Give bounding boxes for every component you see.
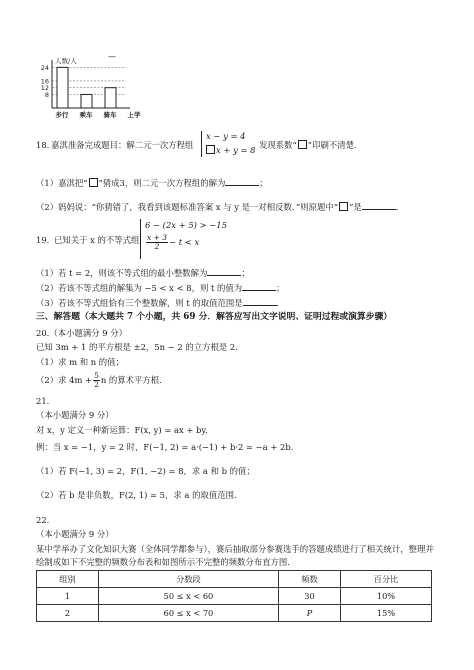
- q21-definition: 对 x，y 定义一种新运算：F(x, y) = ax + by.: [36, 425, 208, 435]
- q22-number: 22.: [36, 515, 50, 525]
- q18-equation-2: x + y = 8: [205, 145, 255, 156]
- table-cell: 2: [37, 605, 99, 622]
- table-cell: 1: [37, 588, 99, 605]
- y-tick-label: 8: [44, 90, 49, 99]
- bar: [105, 88, 116, 108]
- x-tick-label: 骑车: [103, 111, 117, 119]
- q19-system-brace: [140, 219, 141, 259]
- q19-stem: 已知关于 x 的不等式组: [54, 235, 140, 245]
- q18-stem: 嘉淇准备完成题目：解二元一次方程组: [51, 140, 194, 150]
- q18-equation-1: x − y = 4: [206, 131, 246, 141]
- answer-blank[interactable]: [362, 200, 396, 210]
- answer-blank[interactable]: [242, 281, 276, 291]
- blurred-coefficient-box: [89, 178, 98, 187]
- q21-part-2: （2）若 b 是非负数，F(2, 1) = 5，求 a 的取值范围.: [36, 490, 237, 500]
- q19-inequality-1: 6 − (2x + 5) > −15: [145, 220, 227, 230]
- table-header-cell: 组别: [37, 571, 99, 588]
- fraction: $\frac{5}{2}$: [94, 371, 99, 389]
- q20-header: 20.（本小题满分 9 分）: [36, 328, 127, 338]
- blurred-coefficient-box: [298, 140, 307, 149]
- q19-number: 19．: [36, 235, 56, 245]
- table-cell: P: [279, 605, 341, 622]
- table-cell: 30: [279, 588, 341, 605]
- answer-blank[interactable]: [243, 296, 277, 306]
- table-cell: 60 ≤ x < 70: [98, 605, 278, 622]
- q21-part-1: （1）若 F(−1, 3) = 2，F(1, −2) = 8，求 a 和 b 的值；: [36, 466, 255, 476]
- y-axis-label: 人数/人: [55, 57, 77, 65]
- table-cell: 50 ≤ x < 60: [98, 588, 278, 605]
- table-header-row: [37, 571, 432, 588]
- table-cell: 10%: [340, 588, 431, 605]
- q22-score: （本小题满分 9 分）: [36, 529, 114, 539]
- y-tick-label: 16: [40, 77, 49, 86]
- x-tick-label: 步行: [55, 111, 69, 119]
- q21-score: （本小题满分 9 分）: [36, 410, 114, 420]
- y-tick-label: 24: [40, 63, 49, 72]
- answer-blank[interactable]: [207, 266, 241, 276]
- blurred-coefficient-box: [206, 145, 215, 154]
- table-cell: 15%: [340, 605, 431, 622]
- table-header-cell: 频数: [279, 571, 341, 588]
- q21-example: 例：当 x = −1，y = 2 时，F(−1, 2) = a·(−1) + b·2 = −a + 2b.: [36, 442, 294, 452]
- q19-part-2: （2）若该不等式组的解集为 −5 < x < 8，则 t 的值为 ；: [36, 283, 285, 293]
- bar: [57, 67, 68, 108]
- answer-blank[interactable]: [225, 176, 259, 186]
- table-row: [37, 588, 432, 605]
- q18-stem-tail: 发现系数“ ”印刷不清楚.: [259, 140, 357, 150]
- q18-number: 18.: [36, 140, 50, 150]
- q22-stem-line-1: 某中学举办了文化知识大赛（全体同学都参与），赛后抽取部分参赛选手的答题成绩进行了相关统计，整理并: [36, 544, 434, 554]
- frequency-table: [36, 570, 432, 622]
- section-title: 三、解答题（本大题共 7 个小题，共 69 分．解答应写出文字说明、证明过程或演算步骤）: [36, 312, 393, 322]
- x-tick-label: 乘车: [79, 111, 93, 119]
- q21-number: 21.: [36, 396, 50, 406]
- q20-part-2: （2）求 4m + $\frac{5}{2}$ n 的算术平方根.: [36, 371, 162, 389]
- x-tick-label: 上学: [127, 111, 141, 119]
- q19-part-1: （1）若 t = 2，则该不等式组的最小整数解为 ；: [36, 268, 250, 278]
- q18-part-1: （1）嘉淇把“ ”猜成3，则二元一次方程组的解为 ；: [36, 178, 268, 188]
- q22-stem-line-2: 绘制成如下不完整的频数分布表和如图所示不完整的频数分布直方图.: [36, 557, 290, 567]
- q18-system-brace: [201, 131, 202, 157]
- q19-inequality-2: $\frac{x + 3}{2}$ − t < x: [147, 233, 200, 251]
- fraction: $\frac{x + 3}{2}$: [147, 233, 168, 251]
- top-dash: —: [108, 52, 116, 61]
- q18-part-2: （2）妈妈说：“你猜错了，我看到该题标准答案 x 与 y 是一对相反数．”则原题中“ ”是 .: [36, 202, 399, 212]
- bar-chart: [34, 54, 164, 126]
- q20-stem: 已知 3m + 1 的平方根是 ±2，5n − 2 的立方根是 2.: [36, 342, 238, 352]
- bar: [81, 94, 92, 108]
- table-header-cell: 分数段: [98, 571, 278, 588]
- y-tick-label: 12: [40, 84, 49, 93]
- q19-part-3: （3）若该不等式组恰有三个整数解，则 t 的取值范围是 .: [36, 298, 280, 308]
- blurred-coefficient-box: [339, 202, 348, 211]
- table-header-cell: 百分比: [340, 571, 431, 588]
- table-row: [37, 605, 432, 622]
- q20-part-1: （1）求 m 和 n 的值；: [36, 357, 124, 367]
